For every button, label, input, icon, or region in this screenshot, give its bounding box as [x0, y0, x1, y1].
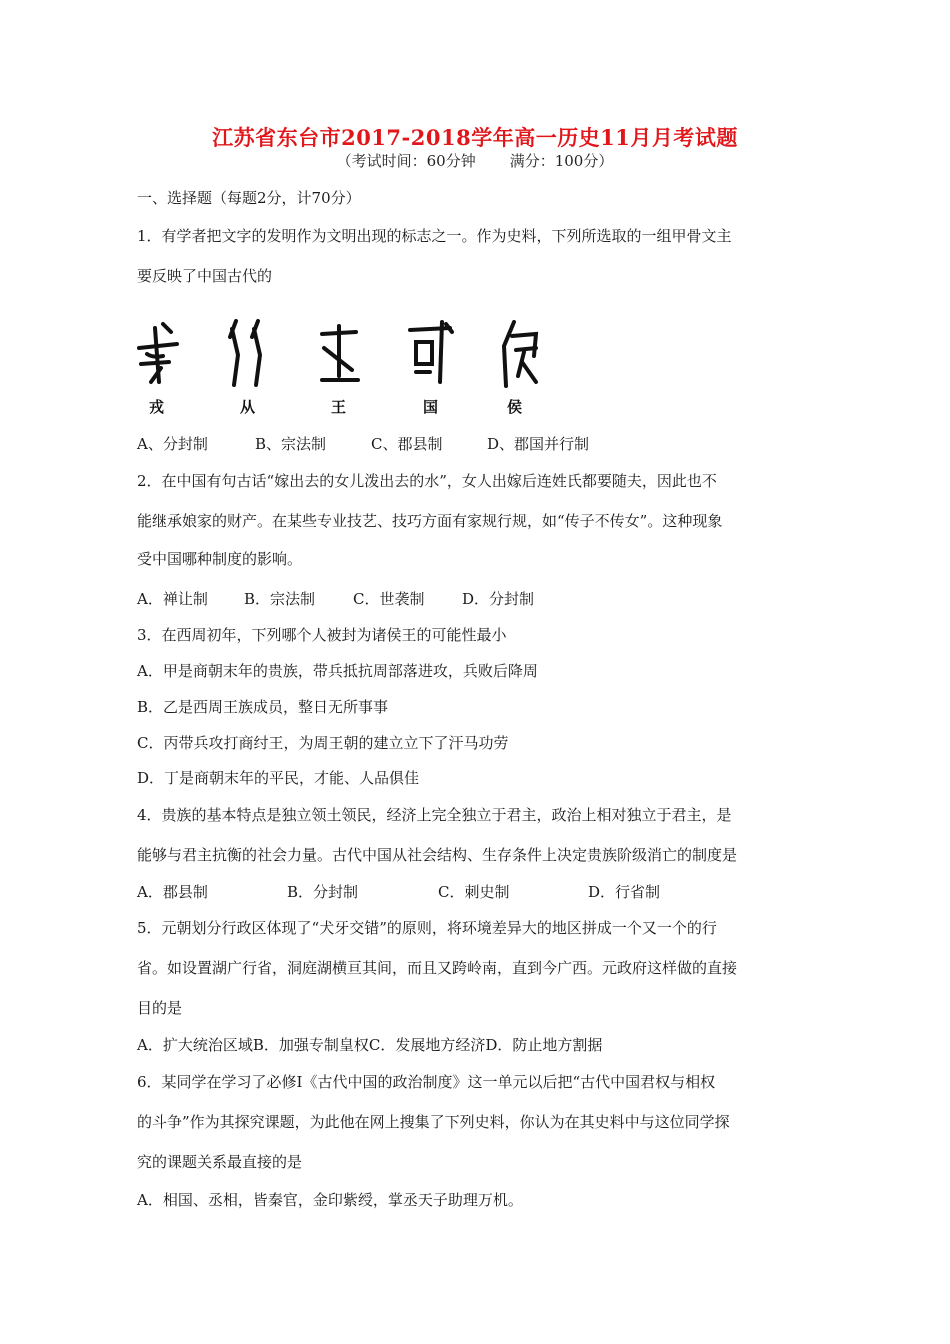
q1-option-d: D、郡国并行制 — [487, 435, 590, 453]
exam-title: 江苏省东台市2017-2018学年高一历史11月月考试题 — [212, 125, 738, 150]
q1-option-b: B、宗法制 — [255, 435, 327, 453]
section-heading: 一、选择题（每题2分，计70分） — [137, 189, 361, 207]
q3-option-d: D．丁是商朝末年的平民，才能、人品俱佳 — [137, 769, 420, 787]
q2-option-a: A．禅让制 — [137, 590, 208, 608]
q4-line-1: 4．贵族的基本特点是独立领土领民，经济上完全独立于君主，政治上相对独立于君主，是 — [137, 806, 732, 824]
oracle-glyph-guo-image — [406, 316, 456, 388]
q5-line-2: 省。如设置湖广行省，洞庭湖横亘其间，而且又跨岭南，直到今广西。元政府这样做的直接 — [137, 959, 738, 977]
glyph-label-3: 王 — [331, 398, 347, 416]
q2-option-b: B．宗法制 — [244, 590, 316, 608]
q2-option-d: D．分封制 — [462, 590, 535, 608]
q4-option-d: D．行省制 — [588, 883, 661, 901]
glyph-label-1: 戎 — [149, 398, 165, 416]
q1-line-2: 要反映了中国古代的 — [137, 267, 273, 285]
oracle-glyph-hou-image — [496, 316, 542, 390]
q1-option-c: C、郡县制 — [371, 435, 443, 453]
oracle-glyph-cong-image — [222, 315, 272, 390]
q2-line-3: 受中国哪种制度的影响。 — [137, 550, 303, 568]
glyph-label-2: 从 — [240, 398, 256, 416]
q3-option-c: C．丙带兵攻打商纣王，为周王朝的建立立下了汗马功劳 — [137, 734, 509, 752]
exam-subtitle — [0, 150, 950, 171]
q1-option-a: A、分封制 — [137, 435, 208, 453]
q2-line-1: 2．在中国有句古话“嫁出去的女儿泼出去的水”，女人出嫁后连姓氏都要随夫，因此也不 — [137, 472, 717, 490]
q2-options — [137, 589, 534, 609]
oracle-glyph-rong-image — [133, 318, 183, 390]
oracle-glyph-wang-image — [316, 318, 362, 388]
q5-options: A．扩大统治区域B．加强专制皇权C．发展地方经济D．防止地方割据 — [137, 1036, 603, 1054]
q5-line-3: 目的是 — [137, 999, 183, 1017]
q3-line-1: 3．在西周初年，下列哪个人被封为诸侯王的可能性最小 — [137, 626, 507, 644]
q4-option-a: A．郡县制 — [137, 883, 208, 901]
q4-option-b: B．分封制 — [287, 883, 359, 901]
q6-line-3: 究的课题关系最直接的是 — [137, 1153, 303, 1171]
q6-option-a: A．相国、丞相，皆秦官，金印紫绶，掌丞天子助理万机。 — [137, 1191, 523, 1209]
q3-option-a: A．甲是商朝末年的贵族，带兵抵抗周部落进攻，兵败后降周 — [137, 662, 538, 680]
q4-line-2: 能够与君主抗衡的社会力量。古代中国从社会结构、生存条件上决定贵族阶级消亡的制度是 — [137, 846, 738, 864]
glyph-label-5: 侯 — [507, 398, 523, 416]
exam-time: （考试时间：60分钟 — [336, 152, 476, 170]
full-score: 满分：100分） — [509, 152, 614, 170]
q6-line-1: 6．某同学在学习了必修Ⅰ《古代中国的政治制度》这一单元以后把“古代中国君权与相权 — [137, 1073, 716, 1091]
q2-line-2: 能继承娘家的财产。在某些专业技艺、技巧方面有家规行规，如“传子不传女”。这种现象 — [137, 512, 723, 530]
q6-line-2: 的斗争”作为其探究课题，为此他在网上搜集了下列史料，你认为在其史料中与这位同学探 — [137, 1113, 730, 1131]
q5-line-1: 5．元朝划分行政区体现了“犬牙交错”的原则，将环境差异大的地区拼成一个又一个的行 — [137, 919, 717, 937]
glyph-label-4: 国 — [423, 398, 439, 416]
q2-option-c: C．世袭制 — [353, 590, 425, 608]
q3-option-b: B．乙是西周王族成员，整日无所事事 — [137, 698, 389, 716]
q4-options — [137, 882, 660, 902]
q1-options — [137, 434, 589, 454]
q4-option-c: C．刺史制 — [438, 883, 510, 901]
q1-line-1: 1．有学者把文字的发明作为文明出现的标志之一。作为史料，下列所选取的一组甲骨文主 — [137, 227, 732, 245]
